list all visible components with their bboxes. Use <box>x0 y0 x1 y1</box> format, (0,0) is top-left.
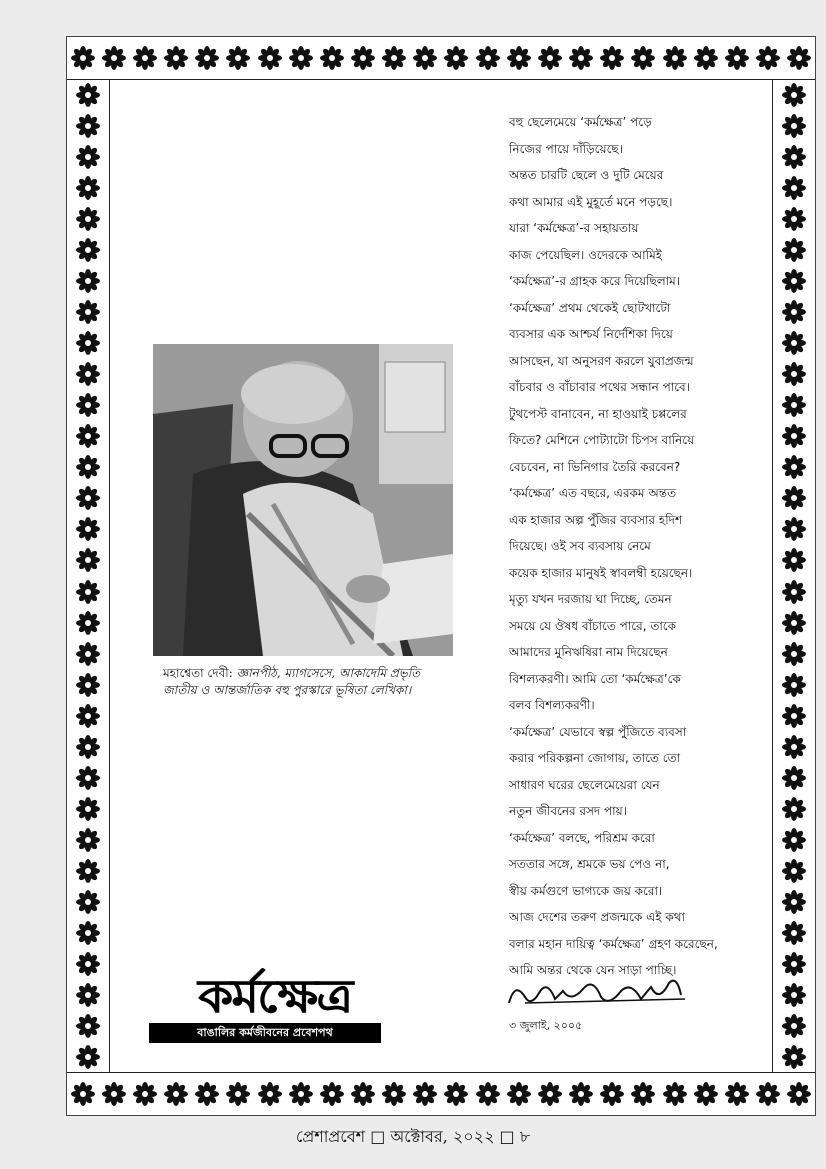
text-line: বলব বিশল্যকরণী। <box>509 698 595 712</box>
text-line: আমাদের মুনিঋষিরা নাম দিয়েছেন <box>509 645 668 659</box>
floral-ornament-icon <box>350 1081 376 1107</box>
floral-ornament-icon <box>75 547 101 573</box>
text-line: করার পরিকল্পনা জোগায়, তাতে তো <box>509 751 681 765</box>
floral-ornament-icon <box>75 361 101 387</box>
floral-ornament-icon <box>257 45 283 71</box>
page-footer: প্রেশাপ্রবেশ □ অক্টোবর, ২০২২ □ ৮ <box>295 1127 531 1146</box>
floral-ornament-icon <box>381 45 407 71</box>
floral-ornament-icon <box>630 45 656 71</box>
text-line: অন্তত চারটি ছেলে ও দুটি মেয়ের <box>509 168 664 182</box>
floral-ornament-icon <box>75 889 101 915</box>
floral-ornament-icon <box>75 82 101 108</box>
author-photo-image <box>153 344 453 656</box>
text-line: টুথপেস্ট বানাবেন, না হাওয়াই চপ্পলের <box>509 406 687 421</box>
text-line: কাজ পেয়েছিল। ওদেরকে আমিই <box>509 247 663 262</box>
floral-ornament-icon <box>506 1081 532 1107</box>
text-line: ‘কর্মক্ষেত্র’ এত বছরে, এরকম অন্তত <box>509 486 677 500</box>
text-line: বলার মহান দায়িত্ব ‘কর্মক্ষেত্র’ গ্রহণ করেছেন, <box>509 936 718 951</box>
floral-ornament-icon <box>755 45 781 71</box>
floral-ornament-icon <box>288 1081 314 1107</box>
floral-ornament-icon <box>537 1081 563 1107</box>
text-line: এক হাজার অল্প পুঁজির ব্যবসার হদিশ <box>509 512 683 527</box>
floral-ornament-icon <box>786 45 812 71</box>
floral-ornament-icon <box>662 45 688 71</box>
floral-ornament-icon <box>443 45 469 71</box>
text-line: সময়ে যে ঔষধ বাঁচাতে পারে, তাকে <box>509 618 677 633</box>
floral-ornament-icon <box>75 1013 101 1039</box>
text-line: আমি অন্তর থেকে যেন সাড়া পাচ্ছি। <box>509 963 677 977</box>
logo-tagline: বাঙালির কর্মজীবনের প্রবেশপথ <box>149 1023 381 1043</box>
floral-ornament-icon <box>568 1081 594 1107</box>
floral-ornament-icon <box>225 1081 251 1107</box>
floral-ornament-icon <box>506 45 532 71</box>
floral-ornament-icon <box>319 1081 345 1107</box>
floral-ornament-icon <box>599 45 625 71</box>
floral-ornament-icon <box>75 951 101 977</box>
floral-ornament-icon <box>75 1044 101 1070</box>
testimonial-text <box>509 109 809 984</box>
text-line: দিয়েছে। ওই সব ব্যবসায় নেমে <box>509 539 651 553</box>
floral-ornament-icon <box>163 45 189 71</box>
ornamental-border-bottom <box>67 1072 815 1115</box>
floral-ornament-icon <box>75 703 101 729</box>
floral-ornament-icon <box>75 206 101 232</box>
floral-ornament-icon <box>755 1081 781 1107</box>
floral-ornament-icon <box>101 1081 127 1107</box>
floral-ornament-icon <box>724 1081 750 1107</box>
floral-ornament-icon <box>412 1081 438 1107</box>
text-line: বহু ছেলেমেয়ে ‘কর্মক্ষেত্র’ পড়ে <box>509 115 652 129</box>
floral-ornament-icon <box>443 1081 469 1107</box>
text-line: ‘কর্মক্ষেত্র’ বলছে, পরিশ্রম করো <box>509 830 655 845</box>
floral-ornament-icon <box>75 454 101 480</box>
floral-ornament-icon <box>537 45 563 71</box>
floral-ornament-icon <box>75 858 101 884</box>
ornamental-border-top <box>67 37 815 80</box>
floral-ornament-icon <box>724 45 750 71</box>
caption-description-line2: জাতীয় ও আন্তর্জাতিক বহু পুরস্কারে ভূষিতা লেখিকা। <box>163 683 412 697</box>
text-line: মৃত্যু যখন দরজায় ঘা দিচ্ছে, তেমন <box>509 592 672 606</box>
floral-ornament-icon <box>163 1081 189 1107</box>
floral-ornament-icon <box>75 330 101 356</box>
text-line: নতুন জীবনের রসদ পায়। <box>509 804 628 818</box>
author-photo <box>153 344 453 656</box>
floral-ornament-icon <box>781 982 807 1008</box>
text-line: বেচবেন, না ভিনিগার তৈরি করবেন? <box>509 459 681 474</box>
photo-caption <box>163 665 503 699</box>
ornamental-border-left <box>67 79 110 1073</box>
floral-ornament-icon <box>75 796 101 822</box>
floral-ornament-icon <box>662 1081 688 1107</box>
floral-ornament-icon <box>75 268 101 294</box>
floral-ornament-icon <box>412 45 438 71</box>
text-line: বাঁচবার ও বাঁচাবার পথের সন্ধান পাবে। <box>509 380 691 394</box>
floral-ornament-icon <box>257 1081 283 1107</box>
text-line: যারা ‘কর্মক্ষেত্র’-র সহায়তায় <box>509 221 639 235</box>
karmakshetra-logo <box>147 971 383 1043</box>
text-line: ‘কর্মক্ষেত্র’ যেভাবে স্বল্প পুঁজিতে ব্যবসা <box>509 724 687 739</box>
text-line: ফিতে? মেশিনে পোট্যাটো চিপস বানিয়ে <box>509 433 695 447</box>
floral-ornament-icon <box>75 299 101 325</box>
ad-page <box>66 36 816 1116</box>
floral-ornament-icon <box>75 982 101 1008</box>
signature-date: ৩ জুলাই, ২০০৫ <box>509 1019 583 1032</box>
text-line: কয়েক হাজার মানুষই স্বাবলম্বী হয়েছেন। <box>509 565 693 580</box>
text-line: ব্যবসার এক আশ্চর্য নির্দেশিকা দিয়ে <box>509 327 673 341</box>
floral-ornament-icon <box>75 765 101 791</box>
logo-wordmark: কর্মক্ষেত্র <box>197 969 352 1023</box>
floral-ornament-icon <box>70 1081 96 1107</box>
floral-ornament-icon <box>693 1081 719 1107</box>
text-line: আজ দেশের তরুণ প্রজন্মকে এই কথা <box>509 910 685 924</box>
floral-ornament-icon <box>75 610 101 636</box>
floral-ornament-icon <box>70 45 96 71</box>
floral-ornament-icon <box>75 516 101 542</box>
floral-ornament-icon <box>693 45 719 71</box>
floral-ornament-icon <box>75 175 101 201</box>
text-line: সাধারণ ঘরের ছেলেমেয়েরা যেন <box>509 777 660 792</box>
floral-ornament-icon <box>75 237 101 263</box>
floral-ornament-icon <box>75 144 101 170</box>
text-line: ‘কর্মক্ষেত্র’-র গ্রাহক করে দিয়েছিলাম। <box>509 274 681 288</box>
floral-ornament-icon <box>475 45 501 71</box>
floral-ornament-icon <box>75 485 101 511</box>
text-line: সততার সঙ্গে, শ্রমকে ভয় পেও না, <box>509 857 670 871</box>
floral-ornament-icon <box>568 45 594 71</box>
author-signature <box>505 973 695 1013</box>
floral-ornament-icon <box>319 45 345 71</box>
floral-ornament-icon <box>194 45 220 71</box>
floral-ornament-icon <box>475 1081 501 1107</box>
floral-ornament-icon <box>75 827 101 853</box>
floral-ornament-icon <box>350 45 376 71</box>
text-line: নিজের পায়ে দাঁড়িয়েছে। <box>509 141 623 156</box>
floral-ornament-icon <box>75 672 101 698</box>
floral-ornament-icon <box>781 1013 807 1039</box>
floral-ornament-icon <box>194 1081 220 1107</box>
floral-ornament-icon <box>75 423 101 449</box>
floral-ornament-icon <box>781 1044 807 1070</box>
floral-ornament-icon <box>225 45 251 71</box>
floral-ornament-icon <box>288 45 314 71</box>
floral-ornament-icon <box>781 82 807 108</box>
floral-ornament-icon <box>630 1081 656 1107</box>
text-line: বিশল্যকরণী। আমি তো ‘কর্মক্ষেত্র’কে <box>509 671 681 686</box>
floral-ornament-icon <box>75 734 101 760</box>
text-line: আসছেন, যা অনুসরণ করলে যুবাপ্রজন্ম <box>509 353 694 368</box>
text-line: ‘কর্মক্ষেত্র’ প্রথম থেকেই ছোটখাটো <box>509 300 671 315</box>
floral-ornament-icon <box>101 45 127 71</box>
floral-ornament-icon <box>75 920 101 946</box>
floral-ornament-icon <box>75 579 101 605</box>
floral-ornament-icon <box>75 113 101 139</box>
caption-description-line1: জ্ঞানপীঠ, ম্যাগসেসে, আকাদেমি প্রভৃতি <box>236 666 421 680</box>
floral-ornament-icon <box>599 1081 625 1107</box>
floral-ornament-icon <box>381 1081 407 1107</box>
caption-author-name: মহাশ্বেতা দেবী: <box>163 666 233 680</box>
floral-ornament-icon <box>75 392 101 418</box>
text-line: স্বীয় কর্মগুণে ভাগ্যকে জয় করো। <box>509 883 663 898</box>
floral-ornament-icon <box>132 45 158 71</box>
floral-ornament-icon <box>786 1081 812 1107</box>
text-line: কথা আমার এই মুহূর্তে মনে পড়ছে। <box>509 194 673 209</box>
floral-ornament-icon <box>75 641 101 667</box>
floral-ornament-icon <box>132 1081 158 1107</box>
